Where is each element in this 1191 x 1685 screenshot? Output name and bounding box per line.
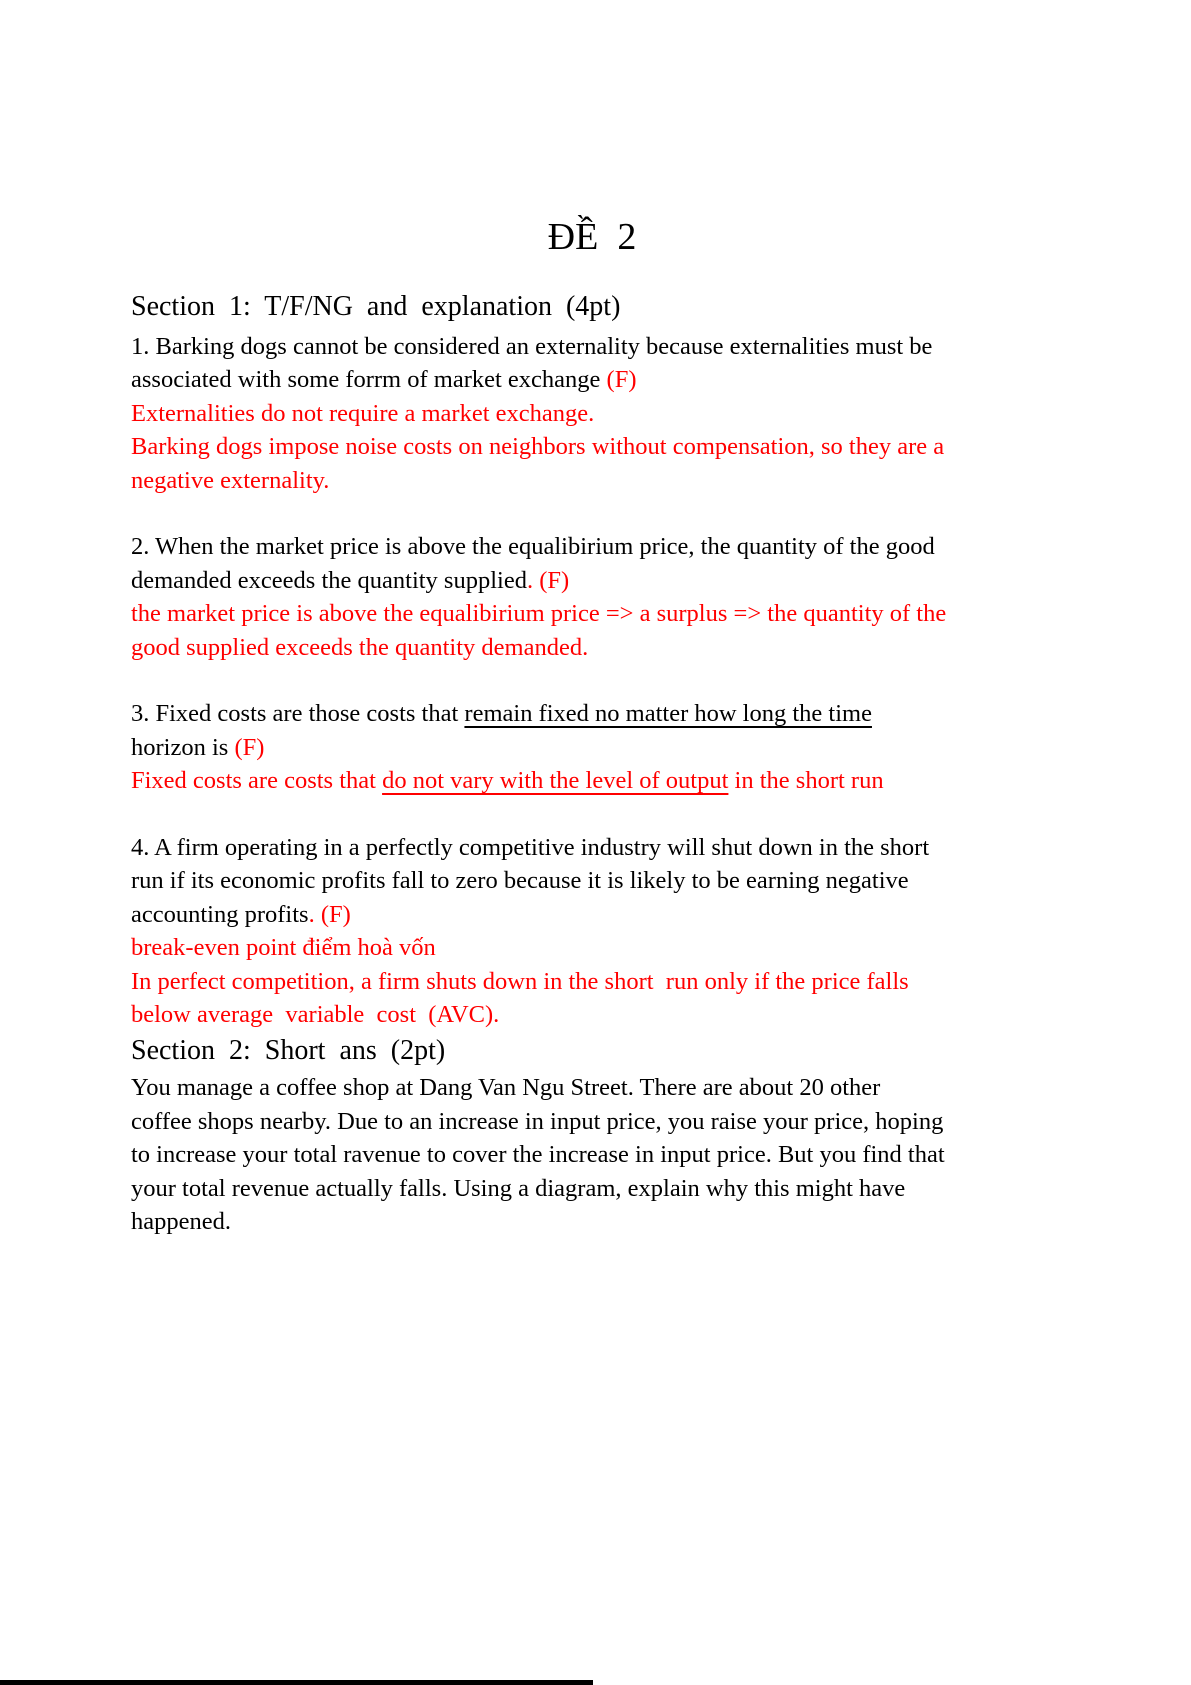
section-2-body-line-1: You manage a coffee shop at Dang Van Ngu Street. There are about 20 other: [131, 1074, 881, 1102]
question-1-verdict: (F): [606, 366, 637, 394]
question-2-answer-line-1: the market price is above the equalibirium price => a surplus => the quantity of the: [131, 600, 947, 628]
question-3-answer-line: [131, 764, 1053, 797]
question-3-line-1-text: 3. Fixed costs are those costs that: [131, 700, 465, 728]
question-2-verdict: . (F): [526, 566, 570, 594]
question-4-line-2: run if its economic profits fall to zero because it is likely to be earning negative: [131, 867, 909, 895]
question-1-answer-line-3: negative externality.: [131, 466, 330, 494]
question-1-line-2-text: associated with some forrm of market exchange: [131, 366, 607, 394]
question-4-line-3-text: accounting profits: [131, 900, 309, 928]
question-1-line-2: [131, 363, 1053, 396]
question-4-answer-line-3: below average variable cost (AVC).: [131, 1001, 500, 1029]
question-4-answer-line-1: break-even point điểm hoà vốn: [131, 934, 436, 962]
question-4-answer-line-2: In perfect competition, a firm shuts down in the short run only if the price falls: [131, 967, 909, 995]
question-2-line-2: [131, 564, 1053, 597]
question-1-answer-line-1: Externalities do not require a market exchange.: [131, 399, 595, 427]
section-2-body-line-2: coffee shops nearby. Due to an increase in input price, you raise your price, hoping: [131, 1107, 944, 1135]
question-2: [131, 530, 1053, 664]
question-3-line-2-text: horizon is: [131, 733, 235, 761]
section-2-body-line-5: happened.: [131, 1208, 231, 1236]
question-1-answer-line-2: Barking dogs impose noise costs on neighbors without compensation, so they are a: [131, 433, 945, 461]
question-3-line-1: [131, 697, 1053, 730]
question-3-line-2: [131, 731, 1053, 764]
question-2-line-1: 2. When the market price is above the equalibirium price, the quantity of the good: [131, 533, 935, 561]
question-4: [131, 831, 1053, 1031]
question-2-line-2-text: demanded exceeds the quantity supplied: [131, 566, 527, 594]
question-1-line-1: 1. Barking dogs cannot be considered an externality because externalities must be: [131, 333, 933, 360]
document-title: ĐỀ 2: [547, 216, 637, 258]
question-3-answer-after: in the short run: [728, 767, 884, 795]
section-2-body-line-3: to increase your total ravenue to cover the increase in input price. But you find that: [131, 1141, 945, 1169]
section-2-body-line-4: your total revenue actually falls. Using a diagram, explain why this might have: [131, 1174, 906, 1202]
page-bottom-divider: [0, 1680, 593, 1685]
question-3: [131, 697, 1053, 797]
question-3-answer-underlined: do not vary with the level of output: [382, 767, 729, 795]
section-2-heading: Section 2: Short ans (2pt): [131, 1035, 446, 1067]
question-1: [131, 330, 1053, 497]
question-4-line-1: 4. A firm operating in a perfectly competitive industry will shut down in the short: [131, 834, 930, 862]
section-2-body: [131, 1071, 1053, 1238]
question-3-underlined-phrase: remain fixed no matter how long the time: [464, 700, 872, 728]
question-4-line-3: [131, 898, 1053, 931]
question-3-verdict: (F): [234, 733, 265, 761]
section-1-heading: Section 1: T/F/NG and explanation (4pt): [131, 291, 621, 322]
document-content: [131, 0, 1053, 1239]
question-4-verdict: . (F): [308, 900, 351, 928]
question-3-answer-before: Fixed costs are costs that: [131, 767, 383, 795]
question-2-answer-line-2: good supplied exceeds the quantity demanded.: [131, 633, 589, 661]
